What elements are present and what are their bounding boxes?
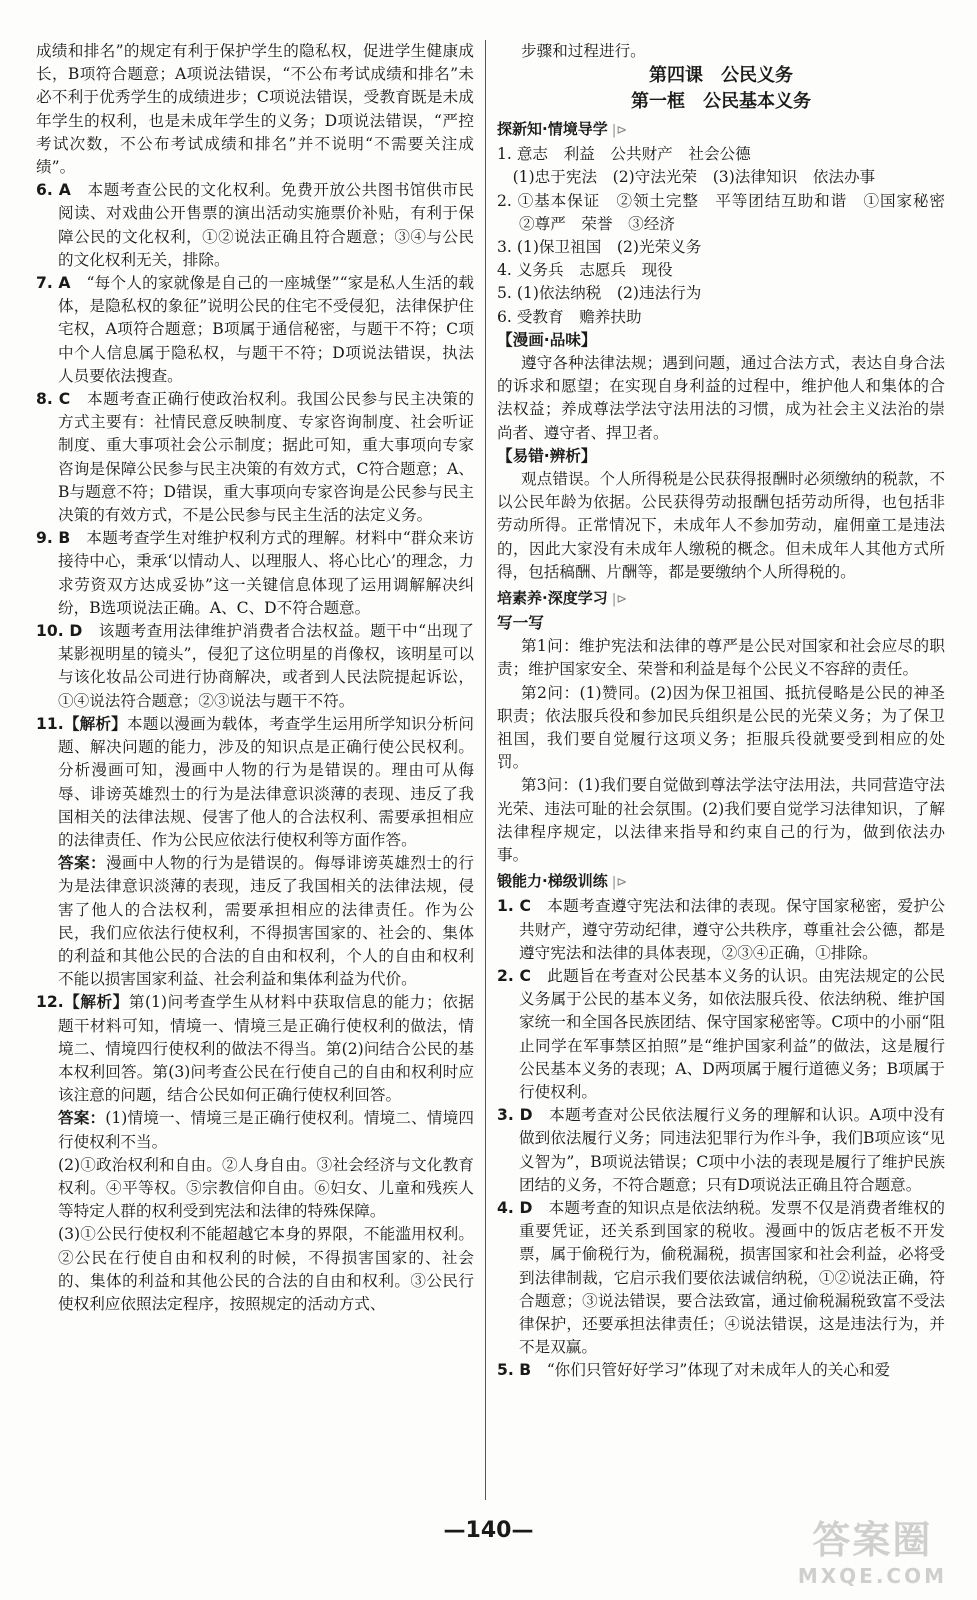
item-text: 本题考查学生对维护权利方式的理解。材料中“群众来访接待中心，秉承‘以情动人、以理服人、将心比心’的理念，力求劳资双方达成妥协”这一关键信息体现了运用调解解决纠纷，B选项说法正确。A、C、D不符合题意。 bbox=[58, 529, 474, 617]
item-number: 8. C bbox=[36, 390, 71, 409]
item-text: “你们只管好好学习”体现了对未成年人的关心和爱 bbox=[546, 1361, 891, 1380]
list-item: 1. 意志 利益 公共财产 社会公德 bbox=[497, 145, 751, 164]
item-number: 4. D bbox=[497, 1198, 533, 1217]
answer-item-7 bbox=[36, 272, 474, 388]
lesson-title: 第四课 公民义务 bbox=[649, 65, 793, 87]
write-label: 写一写 bbox=[497, 614, 544, 633]
answer-part-2: (2)①政治权利和自由。②人身自由。③社会经济与文化教育权利。④平等权。⑤宗教信仰自由。⑥妇女、儿童和残疾人等特定人群的权利受到宪法和法律的特殊保障。 bbox=[58, 1155, 474, 1221]
item-number: 2. C bbox=[497, 966, 531, 985]
item-number: 7. A bbox=[36, 274, 71, 293]
answer-text: 漫画中人物的行为是错误的。侮辱诽谤英雄烈士的行为是法律意识淡薄的表现，违反了我国相关的法律法规，侵害了他人的合法权利，需要承担相应的法律责任。作为公民，我们应依法行使权利，不得损害国家的、社会的、集体的利益和其他公民的合法的自由和权利，个人的自由和权利不能以损害国家利益、社会利益和集体利益为代价。 bbox=[58, 854, 474, 989]
analysis-tag: 【解析】 bbox=[63, 714, 127, 733]
item-number: 3. D bbox=[497, 1106, 533, 1125]
analysis-text: 本题以漫画为载体，考查学生运用所学知识分析问题、解决问题的能力，涉及的知识点是正确行使公民权利。分析漫画可知，漫画中人物的行为是错误的。理由可从侮辱、诽谤英雄烈士的行为是法律意识淡薄的表现、违反了我国相关的法律法规、侵害了他人的合法权利、需要承担相应的法律责任、作为公民应依法行使权利等方面作答。 bbox=[58, 714, 474, 849]
list-item: 5. (1)依法纳税 (2)违法行为 bbox=[497, 284, 702, 303]
section-header bbox=[497, 869, 945, 895]
answer-item-6 bbox=[36, 179, 474, 272]
item-number: 9. B bbox=[36, 529, 71, 548]
analysis-text: 第(1)问考查学生从材料中获取信息的能力；依据题干材料可知，情境一、情境三是正确行使权利的做法，情境二、情境四行使权利的做法不得当。第(2)问结合公民的基本权利回答。第(3)问考查公民在行使自己的自由和权利时应该注意的问题，结合公民如何正确行使权利回答。 bbox=[58, 993, 474, 1105]
item-text: 本题考查的知识点是依法纳税。发票不仅是消费者维权的重要凭证，还关系到国家的税收。漫画中的饭店老板不开发票，属于偷税行为，偷税漏税，损害国家和社会利益，必将受到法律制裁，它启示我们要依法诚信纳税，①②说法正确，符合题意；③说法错误，要合法致富，通过偷税漏税致富不受法律保护，还要承担法律责任；④说法错误，这是违法行为，并不是双赢。 bbox=[519, 1198, 945, 1357]
comic-text: 遵守各种法律法规；遇到问题，通过合法方式，表达自身合法的诉求和愿望；在实现自身利益的过程中，维护他人和集体的合法权益；养成尊法学法守法用法的习惯，成为社会主义法治的崇尚者、遵守者、捍卫者。 bbox=[497, 354, 945, 442]
analysis-tag: 【解析】 bbox=[63, 993, 129, 1012]
error-tag: 【易错·辨析】 bbox=[497, 446, 597, 465]
error-text: 观点错误。个人所得税是公民获得报酬时必须缴纳的税款，不以公民年龄为依据。公民获得劳动报酬包括劳动所得，也包括非劳动所得。正常情况下，未成年人不参加劳动，雇佣童工是违法的，因此大家没有未成年人缴税的概念。但未成年人其他方式所得，包括稿酬、片酬等，都是要缴纳个人所得税的。 bbox=[497, 470, 945, 581]
item-number: 5. B bbox=[497, 1361, 532, 1380]
item-text: “每个人的家就像是自己的一座城堡”“家是私人生活的载体，是隐私权的象征”说明公民的住宅不受侵犯，法律保护住宅权，A项符合题意；B项属于通信秘密，与题干不符；C项中个人信息属于隐私权，与题干不符；D项说法错误，执法人员要依法搜查。 bbox=[58, 274, 474, 385]
item-number: 6. A bbox=[36, 181, 71, 200]
continued-paragraph: 成绩和排名”的规定有利于保护学生的隐私权，促进学生健康成长，B项符合题意；A项说法错误，“不公布考试成绩和排名”未必不利于优秀学生的成绩进步；C项说法错误，受教育既是未成年学生的权利，也是未成年学生的义务；D项说法错误，“严控考试次数，不公布考试成绩和排名”并不说明“不需要关注成绩”。 bbox=[36, 42, 474, 177]
answer-item-11 bbox=[36, 713, 474, 852]
training-item-1 bbox=[497, 895, 945, 965]
watermark-url: MXQE.COM bbox=[797, 1564, 947, 1588]
list-item: 6. 受教育 赡养扶助 bbox=[497, 307, 642, 326]
answer-label: 答案： bbox=[58, 1109, 106, 1128]
write-answer-1: 第1问：维护宪法和法律的尊严是公民对国家和社会应尽的职责；维护国家安全、荣誉和利益是每个公民义不容辞的责任。 bbox=[497, 637, 945, 679]
frame-title: 第一框 公民基本义务 bbox=[631, 91, 811, 113]
comic-tag: 【漫画·品味】 bbox=[497, 330, 597, 349]
list-item: 3. (1)保卫祖国 (2)光荣义务 bbox=[497, 238, 702, 257]
answer-part-3: (3)①公民行使权利不能超越它本身的界限，不能滥用权利。②公民在行使自由和权利的时候，不得损害国家的、社会的、集体的利益和其他公民的合法的自由和权利。③公民行使权利应依照法定程序，按照规定的活动方式、 bbox=[58, 1225, 474, 1313]
training-item-5 bbox=[497, 1359, 945, 1382]
write-answer-3: 第3问：(1)我们要自觉做到尊法学法守法用法，共同营造守法光荣、违法可耻的社会氛围。(2)我们要自觉学习法律知识，了解法律程序规定，以法律来指导和约束自己的行为，做到依法办事。 bbox=[497, 776, 945, 865]
right-column bbox=[497, 40, 961, 1383]
answer-item-12 bbox=[36, 991, 474, 1107]
item-text: 本题考查正确行使政治权利。我国公民参与民主决策的方式主要有：社情民意反映制度、专家咨询制度、社会听证制度、重大事项社会公示制度；据此可知，重大事项向专家咨询是保障公民参与民主决策的有效方式，C符合题意；A、B与题意不符；D错误，重大事项向专家咨询是公民参与民主决策的有效方式，不是公民参与民主生活的法定义务。 bbox=[58, 390, 474, 525]
list-item: (1)忠于宪法 (2)守法光荣 (3)法律知识 依法办事 bbox=[497, 168, 876, 187]
answer-label: 答案： bbox=[58, 854, 107, 873]
item-text: 此题旨在考查对公民基本义务的认识。由宪法规定的公民义务属于公民的基本义务，如依法服兵役、依法纳税、维护国家统一和全国各民族团结、保守国家秘密等。C项中的小丽“阻止同学在军事禁区拍照”是“维护国家利益”的做法，这是履行公民基本义务的表现；A、D两项属于履行道德义务；B项属于行使权利。 bbox=[519, 966, 945, 1101]
write-answer-2: 第2问：(1)赞同。(2)因为保卫祖国、抵抗侵略是公民的神圣职责；依法服兵役和参加民兵组织是公民的光荣义务；为了保卫祖国，我们要自觉履行这项义务；拒服兵役就要受到相应的处罚。 bbox=[497, 683, 945, 772]
item-number: 1. C bbox=[497, 897, 531, 916]
section-header bbox=[497, 586, 945, 612]
item-number: 12. bbox=[36, 993, 64, 1012]
item-text: 本题考查对公民依法履行义务的理解和认识。A项中没有做到依法履行义务；同违法犯罪行为作斗争，我们B项应该“见义智为”，B项说法错误；C项中小法的表现是履行了维护民族团结的义务，不符合题意；只有D项说法正确且符合题意。 bbox=[519, 1106, 945, 1194]
answer-block-12 bbox=[36, 1107, 474, 1153]
page-number: —140— bbox=[443, 1518, 534, 1543]
section-title: 培素养·深度学习 bbox=[497, 589, 608, 608]
column-divider bbox=[485, 40, 486, 1500]
continued-paragraph: 步骤和过程进行。 bbox=[521, 42, 646, 60]
watermark-logo bbox=[798, 1509, 947, 1588]
training-item-3 bbox=[497, 1104, 945, 1197]
training-item-4 bbox=[497, 1197, 945, 1359]
arrow-icon: |⊳ bbox=[607, 123, 628, 139]
item-number: 10. D bbox=[36, 622, 83, 641]
answer-item-10 bbox=[36, 620, 474, 713]
watermark-text: 答案圈 bbox=[812, 1518, 933, 1562]
item-text: 本题考查公民的文化权利。免费开放公共图书馆供市民阅读、对戏曲公开售票的演出活动实施票价补贴，有利于保障公民的文化权利，①②说法正确且符合题意；③④与公民的文化权利无关，排除。 bbox=[58, 181, 474, 269]
arrow-icon: |⊳ bbox=[607, 592, 628, 608]
section-title: 锻能力·梯级训练 bbox=[497, 872, 608, 891]
answer-item-8 bbox=[36, 388, 474, 527]
left-column bbox=[36, 40, 474, 1316]
training-item-2 bbox=[497, 965, 945, 1104]
item-number: 11. bbox=[36, 714, 64, 733]
section-title: 探新知·情境导学 bbox=[497, 120, 608, 139]
item-text: 该题考查用法律维护消费者合法权益。题干中“出现了某影视明星的镜头”，侵犯了这位明星的肖像权，该明星可以与该化妆品公司进行协商解决，或者到人民法院提起诉讼，①④说法符合题意；②③说法与题干不符。 bbox=[58, 622, 474, 710]
answer-block-11 bbox=[36, 852, 474, 991]
arrow-icon: |⊳ bbox=[607, 875, 628, 891]
section-header bbox=[497, 117, 945, 143]
list-item: 4. 义务兵 志愿兵 现役 bbox=[497, 261, 673, 280]
item-text: 本题考查遵守宪法和法律的表现。保守国家秘密，爱护公共财产，遵守劳动纪律，遵守公共秩序，尊重社会公德，都是遵守宪法和法律的具体表现，②③④正确，①排除。 bbox=[519, 897, 945, 962]
answer-item-9 bbox=[36, 527, 474, 620]
list-item: 2. ①基本保证 ②领土完整 平等团结互助和谐 ①国家秘密 ②尊严 荣誉 ③经济 bbox=[497, 191, 961, 233]
answer-text: (1)情境一、情境三是正确行使权利。情境二、情境四行使权利不当。 bbox=[58, 1109, 474, 1151]
